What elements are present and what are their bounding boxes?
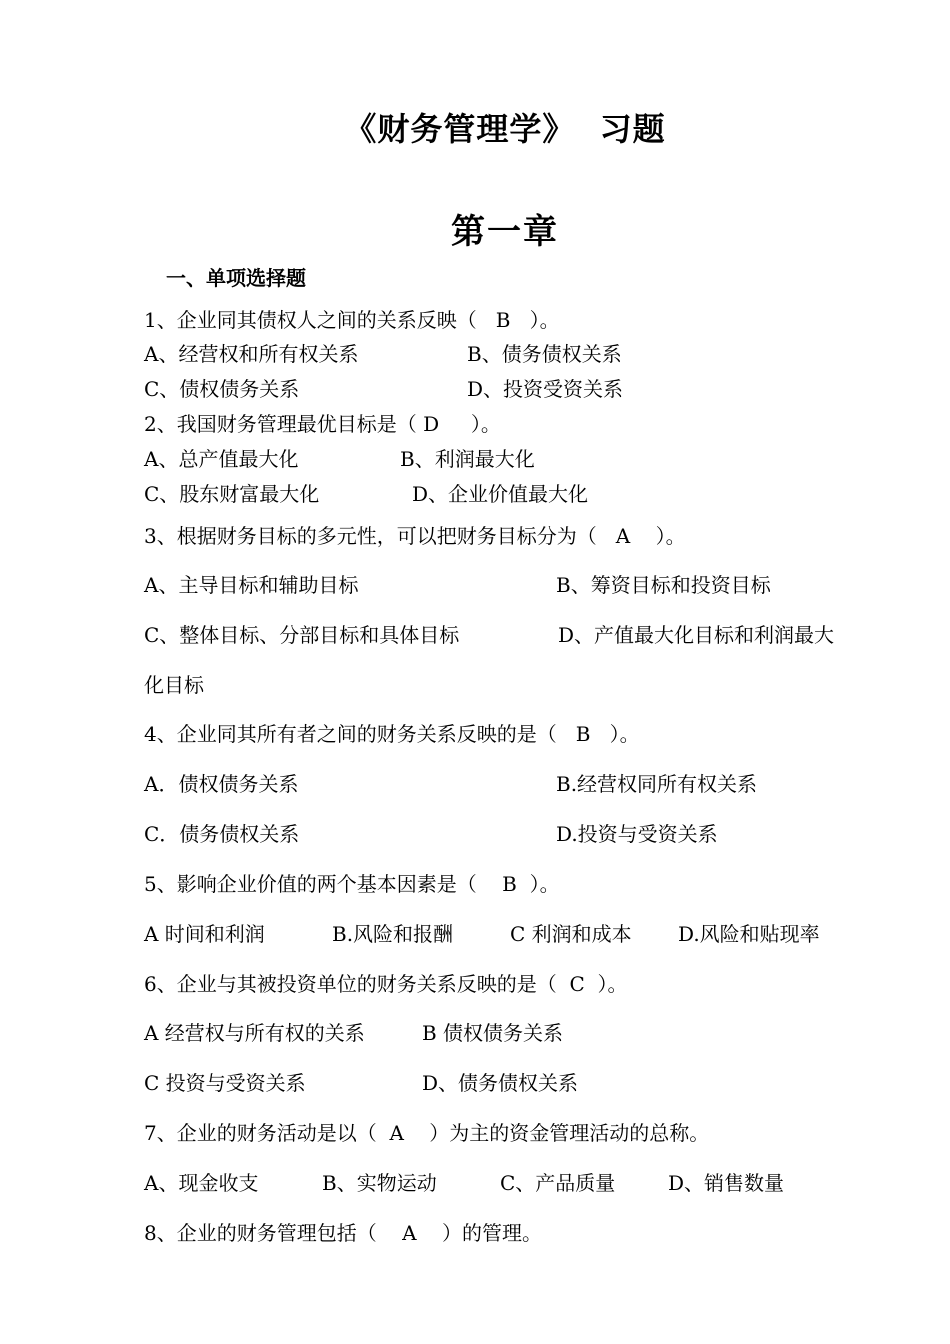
question-5-option-d: D.风险和贴现率 <box>678 922 820 946</box>
question-3-option-b: B、筹资目标和投资目标 <box>556 573 771 597</box>
question-1-stem: 1、企业同其债权人之间的关系反映（ B ）。 <box>144 308 560 332</box>
question-6-option-b: B 债权债务关系 <box>422 1021 564 1045</box>
question-7-stem: 7、企业的财务活动是以（ A ）为主的资金管理活动的总称。 <box>144 1121 710 1145</box>
question-5-stem: 5、影响企业价值的两个基本因素是（ B ）。 <box>144 872 560 896</box>
section-heading: 一、单项选择题 <box>166 266 306 290</box>
question-6-stem: 6、企业与其被投资单位的财务关系反映的是（ C ）。 <box>144 972 628 996</box>
question-6-option-d: D、债务债权关系 <box>422 1071 579 1095</box>
page-title: 《财务管理学》 习题 <box>344 110 666 148</box>
question-5-option-c: C 利润和成本 <box>510 922 632 946</box>
question-2-option-a: A、总产值最大化 <box>144 447 299 471</box>
question-1-option-a: A、经营权和所有权关系 <box>144 342 359 366</box>
question-1-option-b: B、债务债权关系 <box>467 342 622 366</box>
question-1-option-d: D、投资受资关系 <box>467 377 624 401</box>
question-4-option-d: D.投资与受资关系 <box>556 822 718 846</box>
question-4-option-a: A．债权债务关系 <box>144 772 299 796</box>
question-3-option-a: A、主导目标和辅助目标 <box>144 573 359 597</box>
question-8-stem: 8、企业的财务管理包括（ A ）的管理。 <box>144 1221 543 1245</box>
question-7-option-c: C、产品质量 <box>500 1171 616 1195</box>
question-2-option-c: C、股东财富最大化 <box>144 482 320 506</box>
question-3-option-d-continued: 化目标 <box>144 673 204 697</box>
question-6-option-c: C 投资与受资关系 <box>144 1071 306 1095</box>
question-4-option-c: C．债务债权关系 <box>144 822 300 846</box>
question-2-stem: 2、我国财务管理最优目标是（ D ）。 <box>144 412 501 436</box>
question-3-stem: 3、根据财务目标的多元性，可以把财务目标分为（ A ）。 <box>144 524 686 548</box>
question-7-option-a: A、现金收支 <box>144 1171 259 1195</box>
question-2-option-b: B、利润最大化 <box>400 447 535 471</box>
question-1-option-c: C、债权债务关系 <box>144 377 300 401</box>
question-7-option-b: B、实物运动 <box>322 1171 437 1195</box>
question-7-option-d: D、销售数量 <box>668 1171 785 1195</box>
question-3-option-c: C、整体目标、分部目标和具体目标 <box>144 623 460 647</box>
question-6-option-a: A 经营权与所有权的关系 <box>144 1021 365 1045</box>
question-2-option-d: D、企业价值最大化 <box>412 482 589 506</box>
chapter-heading: 第一章 <box>451 212 559 252</box>
question-4-option-b: B.经营权同所有权关系 <box>556 772 758 796</box>
question-5-option-b: B.风险和报酬 <box>332 922 454 946</box>
question-5-option-a: A 时间和利润 <box>144 922 265 946</box>
question-4-stem: 4、企业同其所有者之间的财务关系反映的是（ B ）。 <box>144 722 640 746</box>
question-3-option-d: D、产值最大化目标和利润最大 <box>558 623 835 647</box>
